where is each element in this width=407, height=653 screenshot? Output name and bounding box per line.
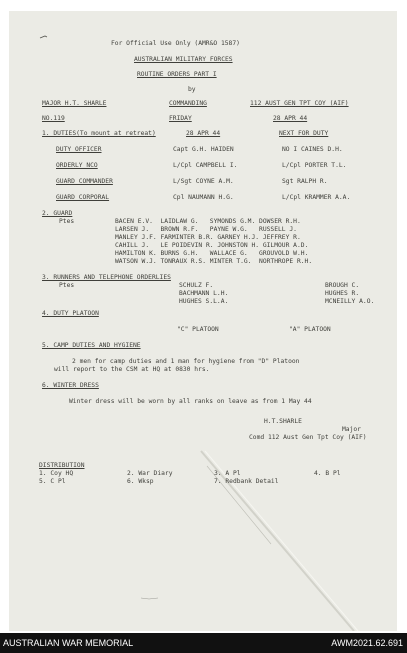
runner-name: BACHMANN L.H. xyxy=(179,290,229,297)
force-heading: AUSTRALIAN MILITARY FORCES xyxy=(134,56,233,63)
orders-title: ROUTINE ORDERS PART I xyxy=(137,71,217,78)
runner-next-name: MCNEILLY A.O. xyxy=(325,298,375,305)
order-number: NO.119 xyxy=(42,115,65,122)
duty-label: GUARD COMMANDER xyxy=(56,178,113,185)
duty-current: Capt G.H. HAIDEN xyxy=(173,146,234,153)
runners-heading: 3. RUNNERS AND TELEPHONE ORDERLIES xyxy=(42,274,171,281)
unit-name: 112 AUST GEN TPT COY (AIF) xyxy=(250,100,349,107)
guard-row: HAMILTON K. BURNS G.H. WALLACE G. GROUVOLD W.H. xyxy=(115,250,309,257)
duty-next: L/Cpl KRAMMER A.A. xyxy=(282,194,351,201)
distribution-item: 3. A Pl xyxy=(214,470,241,477)
camp-duties-text: will report to the CSM at HQ at 0830 hrs. xyxy=(54,366,210,373)
officer-role: COMMANDING xyxy=(169,100,207,107)
duty-label: GUARD CORPORAL xyxy=(56,194,110,201)
next-for-duty-heading: NEXT FOR DUTY xyxy=(279,130,329,137)
signature-name: H.T.SHARLE xyxy=(264,418,302,425)
distribution-item: 7. Redbank Detail xyxy=(214,478,279,485)
runner-name: HUGHES S.L.A. xyxy=(179,298,229,305)
signature-rank: Major xyxy=(342,426,361,433)
duties-heading: 1. DUTIES(To mount at retreat) xyxy=(42,130,156,137)
archive-footer-bar xyxy=(0,633,407,653)
guard-row: BACEN E.V. LAIDLAW G. SYMONDS G.M. DOWSER R.H. xyxy=(115,218,301,225)
order-date: 28 APR 44 xyxy=(273,115,308,122)
distribution-item: 2. War Diary xyxy=(127,470,173,477)
distribution-item: 4. B Pl xyxy=(314,470,341,477)
guard-ptes-label: Ptes xyxy=(59,218,75,225)
archive-name: AUSTRALIAN WAR MEMORIAL xyxy=(3,638,134,648)
signature-unit: Comd 112 Aust Gen Tpt Coy (AIF) xyxy=(249,434,367,441)
guard-heading: 2. GUARD xyxy=(42,210,73,217)
distribution-item: 5. C Pl xyxy=(39,478,66,485)
winter-dress-heading: 6. WINTER DRESS xyxy=(42,382,99,389)
duty-next: NO I CAINES D.H. xyxy=(282,146,343,153)
order-day: FRIDAY xyxy=(169,115,192,122)
archive-reference: AWM2021.62.691 xyxy=(331,638,403,648)
camp-duties-text: 2 men for camp duties and 1 man for hygiene from "D" Platoon xyxy=(72,358,300,365)
officer-name: MAJOR H.T. SHARLE xyxy=(42,100,107,107)
duty-label: DUTY OFFICER xyxy=(56,146,102,153)
runner-next-name: BROUGH C. xyxy=(325,282,360,289)
guard-row: WATSON W.J. TONRAUX R.S. MINTER T.G. NORTHROPE R.H. xyxy=(115,258,313,265)
duty-current: Cpl NAUMANN H.G. xyxy=(173,194,234,201)
by-line: by xyxy=(188,86,196,93)
distribution-item: 1. Coy HQ xyxy=(39,470,74,477)
guard-row: MANLEY J.F. FARMINTER B.R. GARNEY H.J. JEFFREY R. xyxy=(115,234,301,241)
duty-platoon-current: "C" PLATOON xyxy=(177,326,219,333)
distribution-heading: DISTRIBUTION xyxy=(39,462,85,469)
runners-ptes-label: Ptes xyxy=(59,282,75,289)
document-page xyxy=(9,11,397,631)
duty-current: L/Cpl CAMPBELL I. xyxy=(173,162,238,169)
duty-current: L/Sgt COYNE A.M. xyxy=(173,178,234,185)
duties-date: 28 APR 44 xyxy=(186,130,221,137)
winter-dress-text: Winter dress will be worn by all ranks on leave as from 1 May 44 xyxy=(69,398,312,405)
official-use-line: For Official Use Only (AMR&O 1587) xyxy=(111,40,240,47)
duty-next: Sgt RALPH R. xyxy=(282,178,328,185)
distribution-item: 6. Wksp xyxy=(127,478,154,485)
duty-label: ORDERLY NCO xyxy=(56,162,98,169)
runner-next-name: HUGHES R. xyxy=(325,290,360,297)
runner-name: SCHULZ F. xyxy=(179,282,214,289)
duty-next: L/Cpl PORTER T.L. xyxy=(282,162,347,169)
duty-platoon-heading: 4. DUTY PLATOON xyxy=(42,310,99,317)
guard-row: LARSEN J. BROWN R.F. PAYNE W.G. RUSSELL J. xyxy=(115,226,297,233)
guard-row: CAHILL J. LE POIDEVIN R. JOHNSTON H. GILMOUR A.D. xyxy=(115,242,309,249)
duty-platoon-next: "A" PLATOON xyxy=(289,326,331,333)
camp-duties-heading: 5. CAMP DUTIES AND HYGIENE xyxy=(42,342,141,349)
